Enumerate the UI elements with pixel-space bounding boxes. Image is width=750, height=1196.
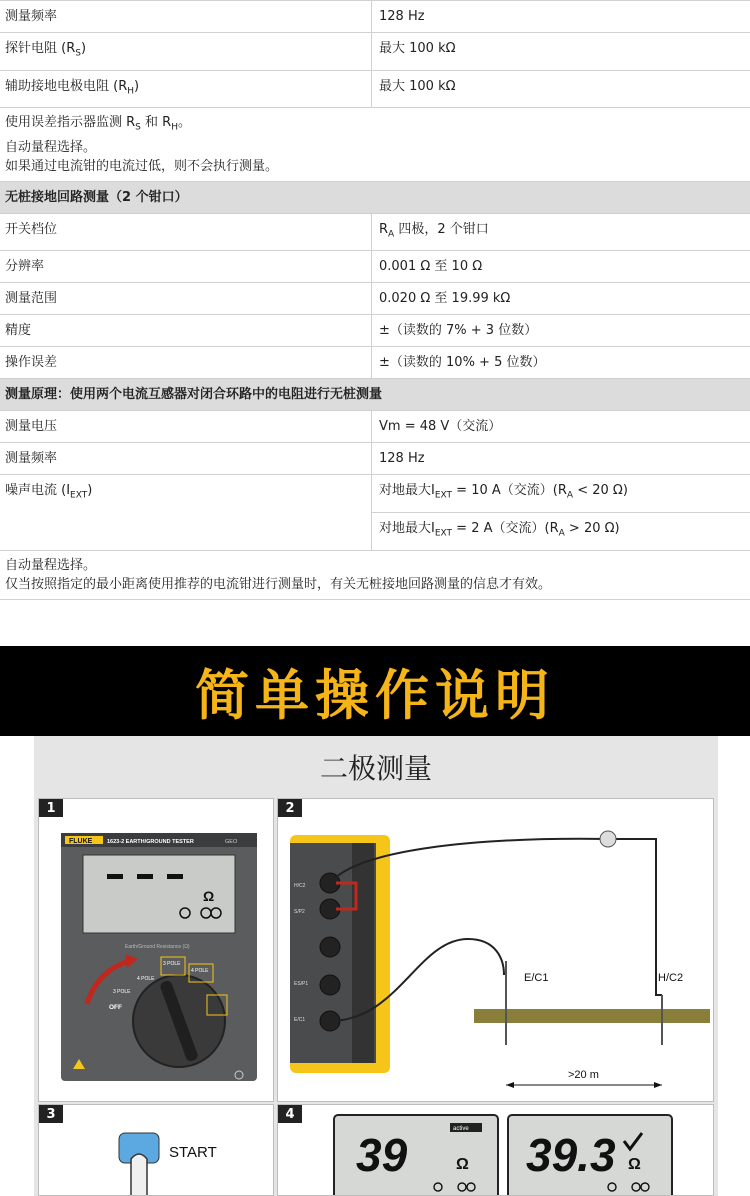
svg-text:3 POLE: 3 POLE xyxy=(163,961,181,967)
step-4-panel xyxy=(277,1104,714,1196)
note-line: 自动量程选择。 xyxy=(5,557,97,573)
spec-value: 最大 100 kΩ xyxy=(379,78,456,94)
svg-text:4 POLE: 4 POLE xyxy=(137,976,155,982)
note-line: 自动量程选择。 xyxy=(5,139,97,155)
panel-title: 二极测量 xyxy=(319,752,432,785)
spec-note xyxy=(0,108,750,182)
section-header: 测量原理：使用两个电流互感器对闭合环路中的电阻进行无桩测量 xyxy=(0,379,750,411)
section-header: 无桩接地回路测量（2 个钳口） xyxy=(0,182,750,214)
terminal-esp1 xyxy=(320,975,340,995)
spec-note xyxy=(0,551,750,600)
spec-value: 对地最大$I_{EXT} = 10$ A（交流）($R_A < 20$ Ω) xyxy=(379,483,628,501)
note-line: 仅当按照指定的最小距离使用推荐的电流钳进行测量时，有关无桩接地回路测量的信息才有效。 xyxy=(5,576,552,592)
start-illustration xyxy=(39,1105,274,1196)
svg-text:H/C2: H/C2 xyxy=(294,883,306,889)
svg-text:S/P2: S/P2 xyxy=(294,909,305,915)
step-3-panel xyxy=(38,1104,274,1196)
note-line: 使用误差指示器监测 $R_S$ 和 $R_H$。 xyxy=(5,115,191,133)
spec-row xyxy=(0,283,750,315)
range-label: Earth/Ground Resistance (Ω) xyxy=(125,944,190,950)
spec-label: 测量频率 xyxy=(0,443,372,474)
spec-label: 精度 xyxy=(0,315,372,346)
spec-row xyxy=(0,251,750,283)
ec1-label: E/C1 xyxy=(524,972,549,984)
spec-label: 测量范围 xyxy=(0,283,372,314)
distance-label: >20 m xyxy=(568,1069,599,1081)
wiring-diagram xyxy=(278,799,714,1102)
cable-reel-icon xyxy=(600,831,616,847)
banner-title: 简单操作说明 xyxy=(195,663,555,727)
step-1-panel xyxy=(38,798,274,1102)
svg-text:ES/P1: ES/P1 xyxy=(294,981,309,987)
spec-label: 开关档位 xyxy=(0,214,372,251)
start-label: START xyxy=(169,1144,217,1161)
model-label: 1623-2 EARTH/GROUND TESTER xyxy=(107,839,194,845)
svg-text:3 POLE: 3 POLE xyxy=(113,989,131,995)
step-number: 2 xyxy=(278,799,302,817)
spec-row xyxy=(0,347,750,379)
spec-value: $R_A$ 四极，2 个钳口 xyxy=(379,221,489,240)
spec-value: 0.001 Ω 至 10 Ω xyxy=(379,259,483,275)
active-badge: active xyxy=(453,1126,469,1132)
spec-row xyxy=(0,315,750,347)
spec-row xyxy=(0,443,750,475)
spec-row xyxy=(0,475,750,550)
spec-label: 探针电阻 $(R_S)$ xyxy=(0,33,372,70)
step-number: 3 xyxy=(39,1105,63,1123)
hc2-label: H/C2 xyxy=(658,972,684,984)
svg-text:E/C1: E/C1 xyxy=(294,1017,306,1023)
spec-label: 分辨率 xyxy=(0,251,372,282)
spec-label: 测量频率 xyxy=(0,1,372,32)
spec-value: 0.020 Ω 至 19.99 kΩ xyxy=(379,291,511,307)
spec-label: 测量电压 xyxy=(0,411,372,442)
step-2-panel xyxy=(277,798,714,1102)
spec-value: 最大 100 kΩ xyxy=(379,41,456,56)
svg-text:4 POLE: 4 POLE xyxy=(191,968,209,974)
spec-label: 噪声电流 $(I_{EXT})$ xyxy=(0,475,372,549)
spec-row xyxy=(0,33,750,71)
brand-label: FLUKE xyxy=(69,838,93,845)
reading-1-value: 39 xyxy=(356,1129,408,1181)
instructions-banner xyxy=(0,646,750,736)
spec-label: 辅助接地电极电阻 $(R_H)$ xyxy=(0,71,372,108)
omega-icon: Ω xyxy=(203,888,215,904)
spec-row xyxy=(0,214,750,252)
step-number: 4 xyxy=(278,1105,302,1123)
spec-value: 128 Hz xyxy=(379,451,425,467)
omega-icon: Ω xyxy=(456,1156,469,1173)
spec-value: Vm = 48 V（交流） xyxy=(379,419,502,435)
model-suffix: GEO xyxy=(225,839,238,845)
spec-value: 128 Hz xyxy=(379,9,425,24)
terminal-mid xyxy=(320,937,340,957)
readings-illustration xyxy=(278,1105,714,1196)
spec-row xyxy=(0,71,750,109)
dial-off-label: OFF xyxy=(109,1004,122,1011)
spec-value-group xyxy=(372,475,750,549)
reading-2-value: 39.3 xyxy=(526,1129,616,1181)
instructions-panel xyxy=(34,736,718,1196)
spec-value: ±（读数的 7% + 3 位数） xyxy=(379,323,538,339)
spec-row xyxy=(0,1,750,33)
spec-value: 对地最大$I_{EXT} = 2$ A（交流）($R_A > 20$ Ω) xyxy=(372,512,750,550)
step-number: 1 xyxy=(39,799,63,817)
finger-icon xyxy=(131,1154,147,1195)
note-line: 如果通过电流钳的电流过低，则不会执行测量。 xyxy=(5,158,279,174)
omega-icon: Ω xyxy=(628,1156,641,1173)
spec-value: ±（读数的 10% + 5 位数） xyxy=(379,355,546,371)
tester-front-illustration xyxy=(39,799,274,1102)
ground-surface xyxy=(474,1009,710,1023)
spec-row xyxy=(0,411,750,443)
spec-label: 操作误差 xyxy=(0,347,372,378)
